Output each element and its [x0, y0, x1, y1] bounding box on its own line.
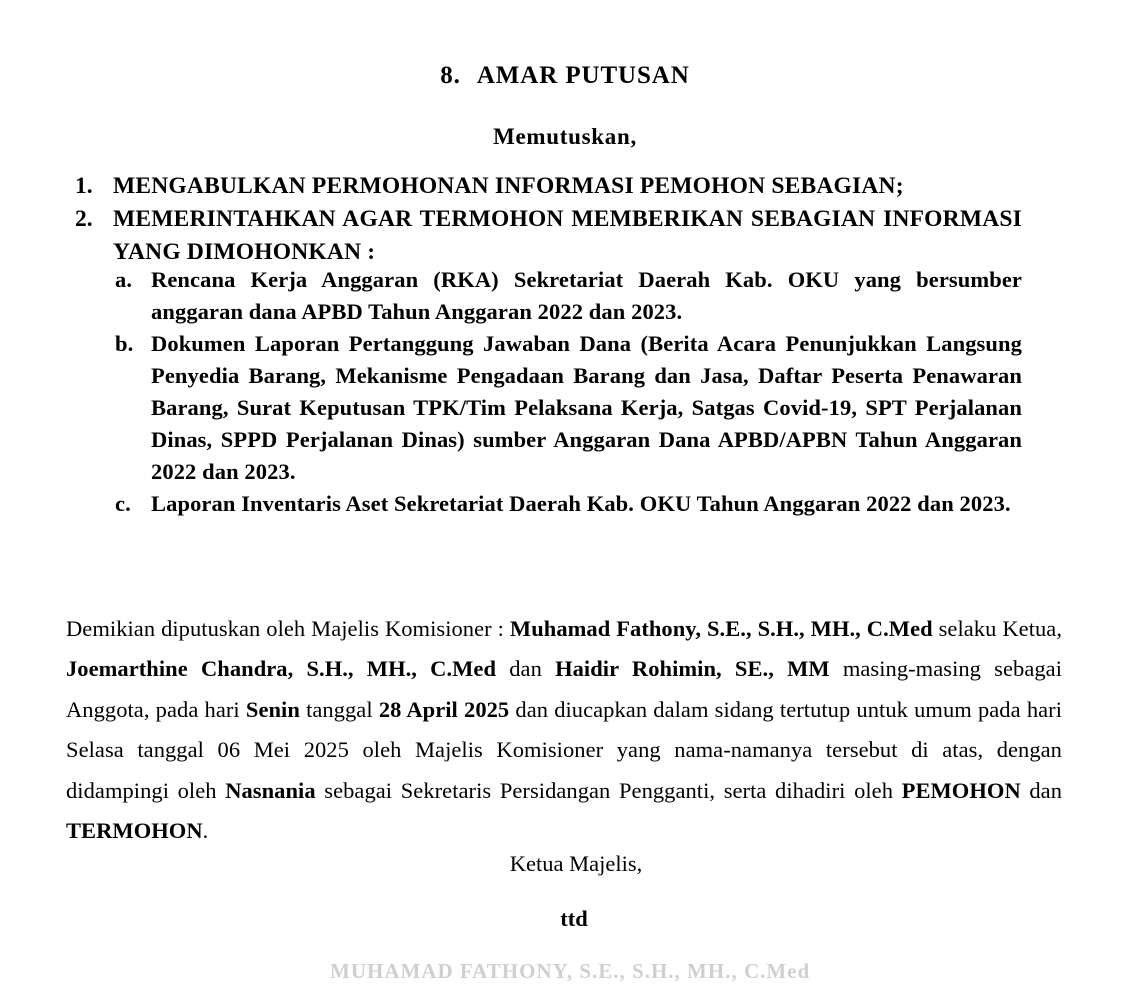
- party-respondent: TERMOHON: [66, 818, 203, 843]
- list-marker: a.: [115, 267, 133, 292]
- party-applicant: PEMOHON: [901, 777, 1021, 803]
- ordered-list-item: [66, 170, 1022, 203]
- signature-role-label: Ketua Majelis,: [509, 851, 643, 876]
- secretary-name: Nasnania: [225, 777, 316, 803]
- lettered-item-text: Rencana Kerja Anggaran (RKA) Sekretariat Daerah Kab. OKU yang bersumber anggaran dana APBD Tahun Anggaran 2022 dan 2023.: [151, 267, 1022, 324]
- member-name-1: Joemarthine Chandra, S.H., MH., C.Med: [66, 656, 497, 681]
- closing-paragraph: [66, 609, 1062, 852]
- member-name-2: Haidir Rohimin, SE., MM: [555, 656, 830, 681]
- sentence-terminator: .: [202, 818, 209, 843]
- lettered-list: [115, 264, 1022, 520]
- lettered-list-item: [115, 328, 1022, 488]
- lettered-item-text: Dokumen Laporan Pertanggung Jawaban Dana (Berita Acara Penunjukkan Langsung Penyedia Barang, Mekanisme Pengadaan Barang dan Jasa, Daftar Peserta Penawaran Barang, Surat Keputusan TPK/Tim Pelaksana Kerja, Satgas Covid-19, SPT Perjalanan Dinas, SPPD Perjalanan Dinas) sumber Anggaran Dana APBD/APBN Tahun Anggaran 2022 dan 2023.: [151, 331, 1022, 484]
- member-role: masing-masing sebagai Anggota, pada hari: [66, 656, 1062, 722]
- signature-ttd-mark: ttd: [560, 906, 588, 931]
- ordered-item-text: MENGABULKAN PERMOHONAN INFORMASI PEMOHON SEBAGIAN;: [113, 173, 904, 199]
- closing-intro: Demikian diputuskan oleh Majelis Komisioner :: [66, 615, 510, 641]
- lettered-list-item: [115, 488, 1022, 520]
- decision-date: 28 April 2025: [378, 696, 510, 722]
- decision-day: Senin: [245, 696, 300, 722]
- party-connector: dan: [1020, 777, 1063, 803]
- lettered-item-text: Laporan Inventaris Aset Sekretariat Daerah Kab. OKU Tahun Anggaran 2022 dan 2023.: [151, 491, 1011, 516]
- secretary-role: sebagai Sekretaris Persidangan Pengganti, serta dihadiri oleh: [315, 777, 902, 803]
- list-marker: 1.: [75, 173, 93, 199]
- ordered-item-text: MEMERINTAHKAN AGAR TERMOHON MEMBERIKAN SEBAGIAN INFORMASI YANG DIMOHONKAN :: [113, 206, 1022, 265]
- chair-name: Muhamad Fathony, S.E., S.H., MH., C.Med: [509, 615, 933, 641]
- clipped-bottom-line: MUHAMAD FATHONY, S.E., S.H., MH., C.Med: [330, 959, 811, 983]
- page-title: [0, 62, 1130, 90]
- list-marker: b.: [115, 331, 134, 356]
- ordered-list-item: [66, 203, 1022, 269]
- ordered-list: [66, 170, 1022, 269]
- list-marker: c.: [115, 491, 131, 516]
- decision-day-connector: tanggal: [299, 696, 379, 722]
- list-marker: 2.: [75, 206, 93, 232]
- heading-number: 8.: [440, 62, 461, 89]
- pronouncement-text: dan diucapkan dalam sidang tertutup untuk umum pada hari Selasa tanggal 06 Mei 2025 oleh Majelis Komisioner yang nama-namanya tersebut di atas, dengan didampingi oleh: [66, 696, 1062, 803]
- lettered-list-item: [115, 264, 1022, 328]
- conjunction: dan: [496, 656, 556, 681]
- heading-title: AMAR PUTUSAN: [476, 62, 690, 89]
- subheading-memutuskan: Memutuskan,: [493, 124, 637, 149]
- chair-role: selaku Ketua,: [932, 615, 1063, 641]
